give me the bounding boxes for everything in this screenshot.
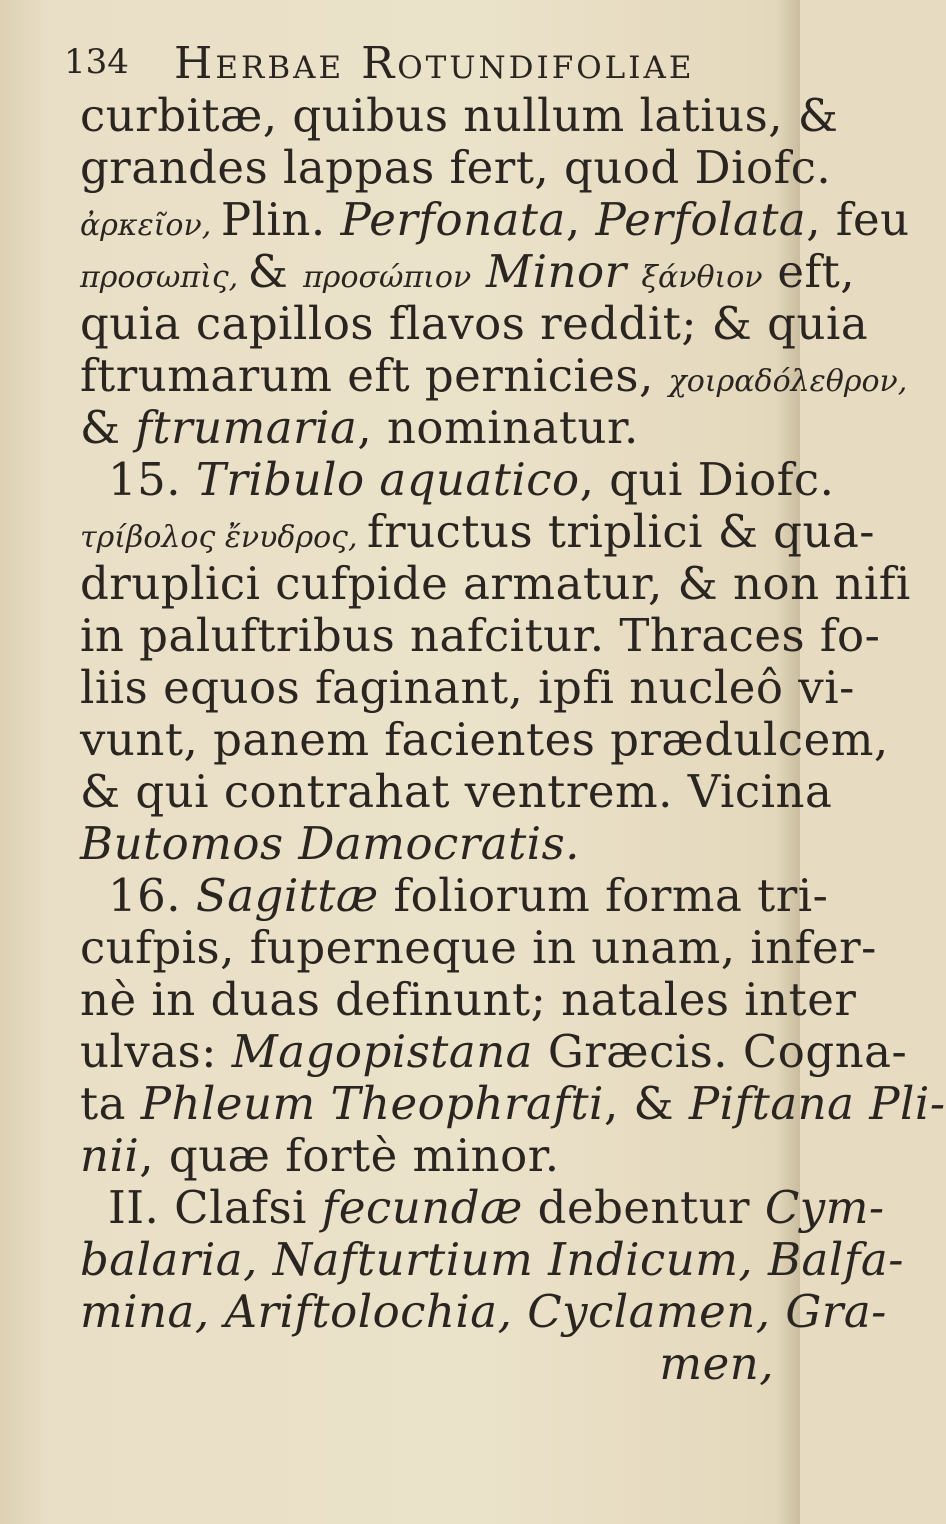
text-run: ulvas: — [80, 1025, 232, 1078]
text-line — [80, 402, 774, 454]
italic-text: Sagittæ — [195, 869, 379, 922]
italic-text: Butomos Damocratis. — [80, 817, 580, 870]
italic-text: balaria, Nafturtium Indicum, Balfa- — [80, 1233, 904, 1286]
text-line — [80, 89, 839, 142]
text-line — [80, 1025, 908, 1078]
text-run: 15. — [108, 453, 196, 506]
text-run: , quæ fortè minor. — [139, 1129, 560, 1182]
text-run: , qui Diofc. — [579, 453, 835, 506]
text-run: 16. — [108, 869, 196, 922]
text-line — [80, 1285, 887, 1338]
text-line — [80, 973, 857, 1026]
italic-text: Cym- — [764, 1181, 885, 1234]
text-line — [80, 349, 908, 402]
text-line — [80, 1181, 885, 1234]
italic-text: Perfonata — [340, 193, 566, 246]
text-run: & — [80, 401, 136, 454]
italic-text: Magopistana — [231, 1025, 534, 1078]
text-run: vunt, panem facientes prædulcem, — [80, 713, 889, 766]
text-run: fructus triplici & qua- — [367, 505, 876, 558]
italic-text: ftrumaria — [135, 401, 358, 454]
text-run: , — [565, 193, 596, 246]
text-line — [80, 1130, 774, 1182]
italic-text: fecundæ — [321, 1181, 523, 1234]
text-run: ftrumarum eft pernicies, — [80, 349, 669, 402]
text-line — [80, 141, 832, 194]
italic-text: men, — [659, 1337, 774, 1390]
text-run: , feu — [806, 193, 910, 246]
italic-text: Piftana Pli- — [688, 1077, 946, 1130]
italic-text: nii — [80, 1129, 140, 1182]
text-line — [80, 869, 829, 922]
text-line — [80, 297, 869, 350]
text-run: cufpis, fuperneque in unam, infer- — [80, 921, 877, 974]
text-run: foliorum forma tri- — [378, 869, 829, 922]
page-number: 134 — [64, 42, 129, 82]
text-run: druplici cufpide armatur, & non nifi — [80, 557, 911, 610]
text-line — [80, 661, 855, 714]
text-run: liis equos faginant, ipfi nucleô vi- — [80, 661, 855, 714]
text-line — [80, 1233, 904, 1286]
text-line — [80, 193, 910, 246]
text-run: Græcis. Cogna- — [533, 1025, 908, 1078]
text-line — [80, 921, 877, 974]
text-line — [80, 557, 911, 610]
text-line — [80, 609, 881, 662]
italic-text: Perfolata — [595, 193, 807, 246]
greek-text: ἀρκεῖον, — [80, 208, 221, 243]
italic-text: mina, Ariftolochia, Cyclamen, Gra- — [80, 1285, 887, 1338]
text-run: Plin. — [220, 193, 341, 246]
text-run — [471, 245, 486, 298]
text-line — [80, 1338, 774, 1390]
greek-text: ξάνθιον — [641, 260, 763, 295]
greek-text: προσωπὶς, — [80, 260, 248, 295]
text-line — [80, 1077, 946, 1130]
text-run: & qui contrahat ventrem. Vicina — [80, 765, 833, 818]
text-line — [80, 765, 833, 818]
page-header — [62, 28, 760, 98]
text-run: debentur — [522, 1181, 765, 1234]
italic-text: Minor — [486, 245, 627, 298]
greek-text: τρίβολος ἔνυδρος, — [80, 520, 368, 555]
text-run: ta — [80, 1077, 141, 1130]
text-line — [80, 245, 856, 298]
text-run: eft, — [762, 245, 856, 298]
text-run: , nominatur. — [357, 401, 639, 454]
text-line — [80, 505, 876, 558]
running-head: Herbae Rotundifoliae — [174, 38, 695, 89]
greek-text: προσώπιον — [303, 260, 472, 295]
text-run: curbitæ, quibus nullum latius, & — [80, 89, 839, 142]
text-run: grandes lappas fert, quod Diofc. — [80, 141, 832, 194]
text-run: , & — [603, 1077, 689, 1130]
text-line — [80, 818, 774, 870]
text-run: & — [247, 245, 304, 298]
italic-text: Phleum Theophrafti — [140, 1077, 604, 1130]
italic-text: Tribulo aquatico — [195, 453, 580, 506]
text-run: II. Clafsi — [108, 1181, 322, 1234]
text-run — [627, 245, 642, 298]
text-line — [80, 713, 889, 766]
text-run: in paluftribus nafcitur. Thraces fo- — [80, 609, 881, 662]
greek-text: χοιραδόλεθρον, — [668, 364, 908, 399]
text-run: quia capillos flavos reddit; & quia — [80, 297, 869, 350]
text-run: nè in duas definunt; natales inter — [80, 973, 857, 1026]
body-text — [80, 89, 946, 1390]
text-line — [80, 453, 835, 506]
